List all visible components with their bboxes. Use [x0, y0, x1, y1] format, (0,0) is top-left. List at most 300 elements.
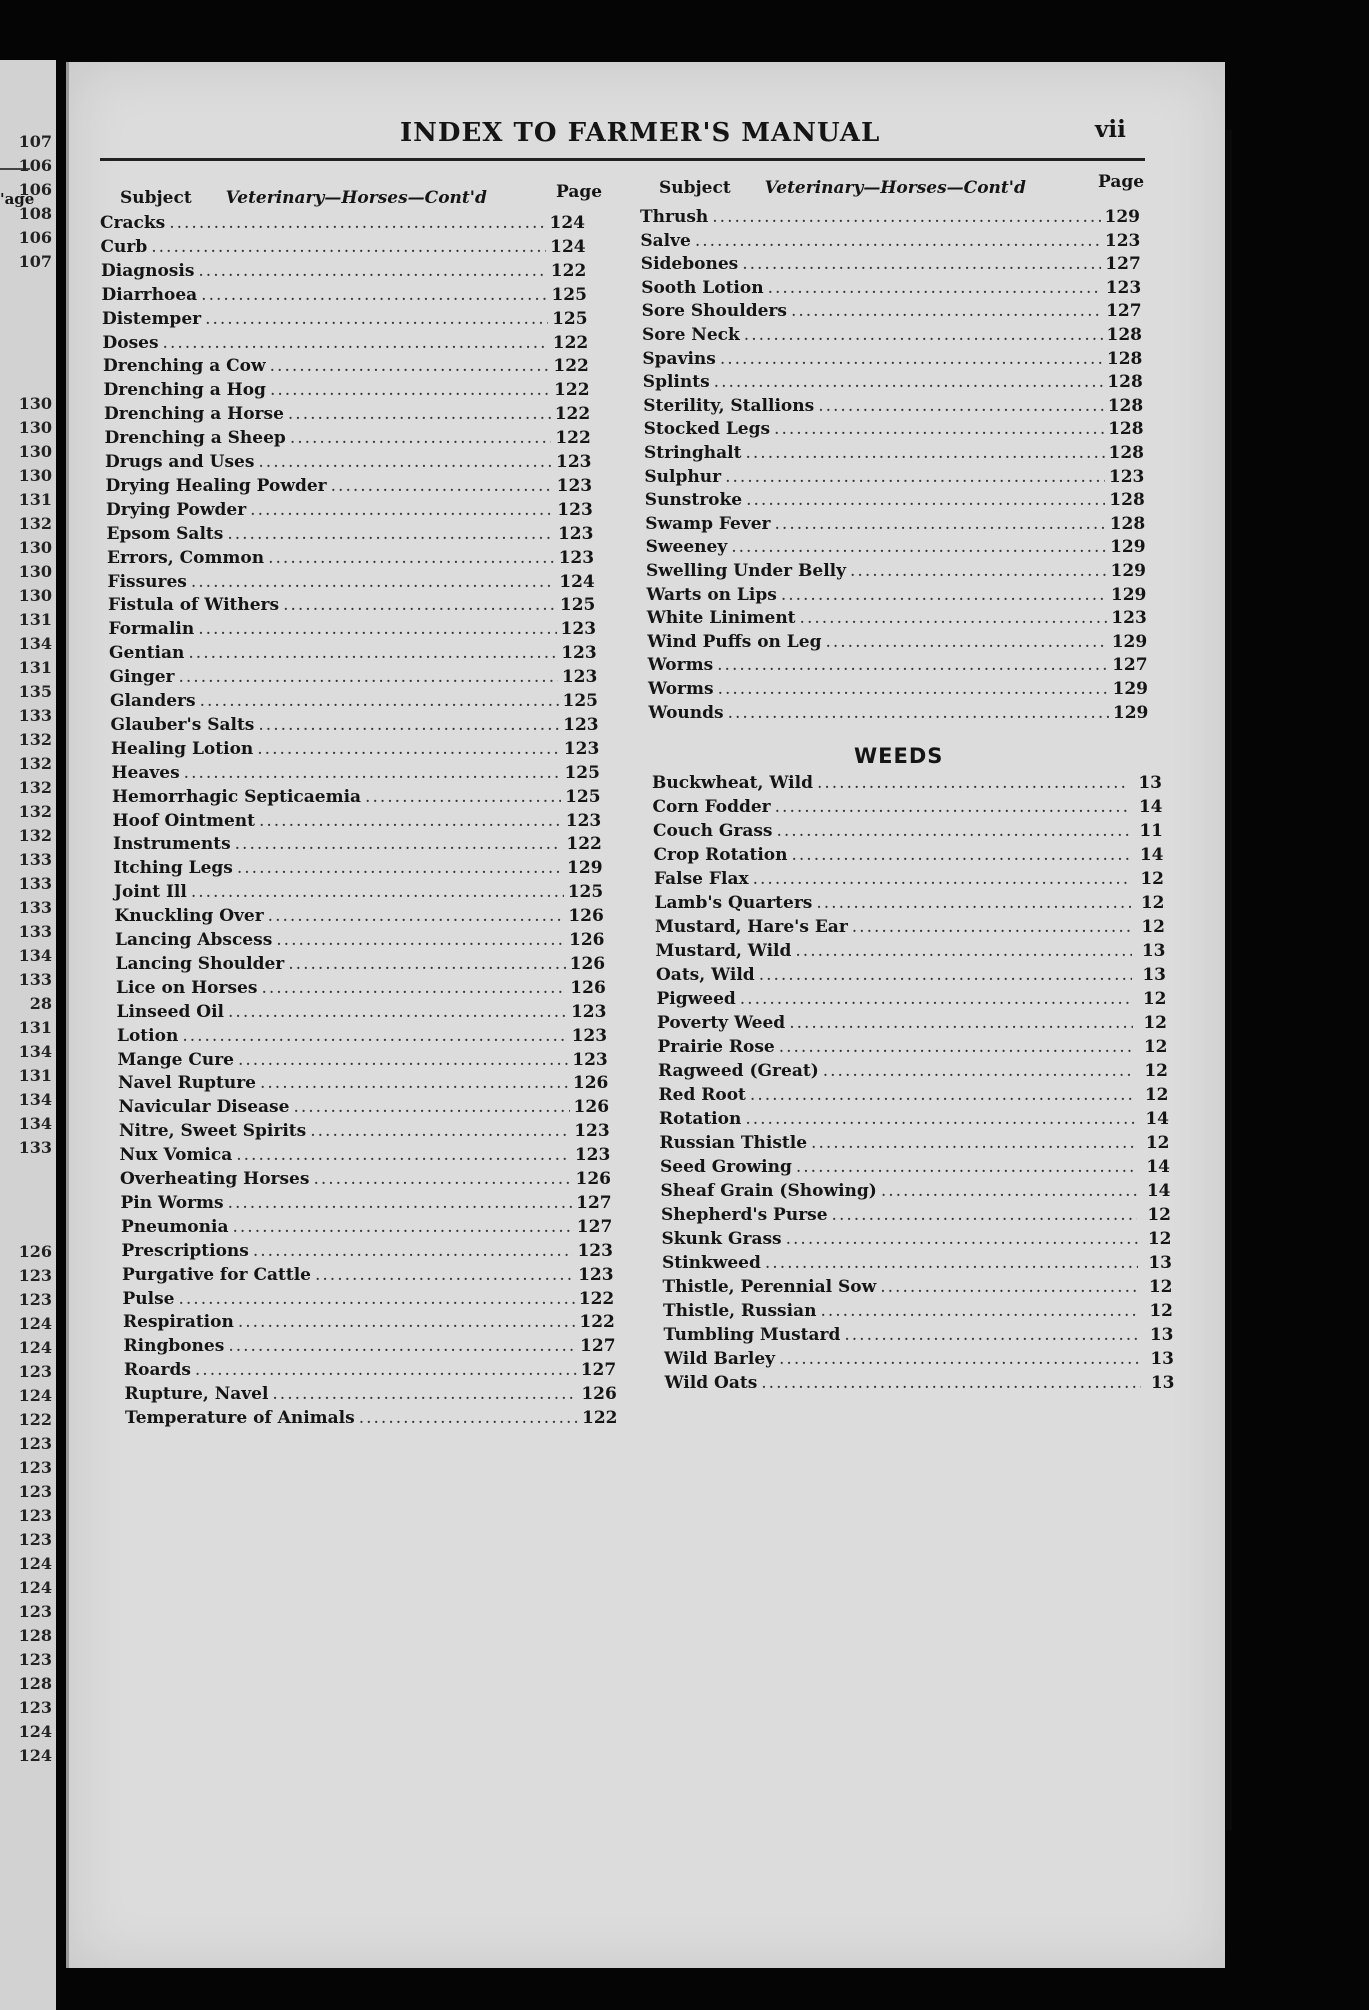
- entry-subject: Gentian: [109, 643, 185, 664]
- page-number: vii: [1095, 116, 1126, 143]
- previous-page-number: 134: [18, 946, 52, 965]
- entry-subject: Purgative for Cattle: [122, 1264, 311, 1285]
- previous-page-number: 135: [18, 682, 52, 701]
- entry-subject: Temperature of Animals: [125, 1408, 355, 1428]
- right-page-label: Page: [1098, 172, 1145, 192]
- previous-page-number: 106: [18, 228, 52, 247]
- entry-subject: Hoof Ointment: [112, 810, 255, 831]
- dot-leader: [261, 977, 566, 999]
- index-entry: [115, 905, 604, 927]
- entry-subject: Thistle, Russian: [663, 1301, 817, 1321]
- dot-leader: [179, 666, 558, 688]
- entry-page-number: 12: [1147, 1205, 1171, 1225]
- dot-leader: [775, 796, 1129, 818]
- index-entry: [106, 475, 593, 497]
- entry-subject: Swamp Fever: [645, 513, 771, 534]
- entry-page-number: 123: [1108, 466, 1145, 487]
- entry-page-number: 12: [1148, 1277, 1173, 1297]
- dot-leader: [844, 1324, 1139, 1346]
- previous-page-number: 128: [18, 1626, 52, 1645]
- entry-page-number: 12: [1144, 1085, 1169, 1105]
- index-entry: [665, 1372, 1175, 1394]
- index-entry: [664, 1348, 1174, 1370]
- entry-subject: Curb: [100, 236, 148, 257]
- entry-subject: Sunstroke: [644, 490, 743, 511]
- entry-subject: Spavins: [642, 348, 716, 369]
- previous-page-number: 130: [18, 538, 52, 557]
- dot-leader: [777, 820, 1130, 842]
- index-entry: [656, 964, 1166, 986]
- entry-subject: Thrush: [640, 207, 709, 227]
- previous-page-number: 107: [18, 132, 52, 151]
- entry-page-number: 124: [549, 213, 585, 233]
- dot-leader: [191, 881, 564, 903]
- previous-page-number: 130: [18, 562, 52, 581]
- entry-subject: Warts on Lips: [646, 584, 777, 605]
- entry-page-number: 123: [577, 1240, 613, 1261]
- entry-page-number: 123: [556, 475, 593, 496]
- entry-subject: Instruments: [113, 834, 231, 855]
- entry-page-number: 128: [1106, 325, 1142, 345]
- dot-leader: [272, 1383, 577, 1405]
- entry-subject: Prescriptions: [121, 1240, 249, 1261]
- index-entry: [108, 571, 595, 593]
- entry-page-number: 125: [559, 595, 596, 616]
- entry-subject: Doses: [102, 332, 159, 353]
- entry-page-number: 123: [574, 1145, 611, 1166]
- entry-page-number: 122: [553, 356, 589, 377]
- dot-leader: [786, 1228, 1138, 1250]
- index-entry: [661, 1204, 1171, 1226]
- entry-page-number: 14: [1138, 797, 1163, 817]
- entry-subject: Nux Vomica: [119, 1145, 233, 1166]
- dot-leader: [313, 1168, 571, 1190]
- index-entry: [113, 833, 602, 855]
- dot-leader: [817, 772, 1128, 794]
- entry-page-number: 14: [1146, 1157, 1170, 1177]
- entry-subject: Sweeney: [645, 537, 728, 558]
- entry-page-number: 128: [1106, 348, 1143, 369]
- index-entry: [657, 1012, 1167, 1034]
- entry-page-number: 123: [574, 1121, 610, 1142]
- dot-leader: [832, 1204, 1137, 1226]
- entry-subject: Drying Powder: [106, 499, 247, 520]
- index-entry: [663, 1300, 1173, 1322]
- index-entry: [647, 631, 1147, 653]
- index-entry: [662, 1252, 1172, 1274]
- previous-page-number: 128: [18, 1674, 52, 1693]
- index-entry: [658, 1060, 1168, 1082]
- entry-subject: Linseed Oil: [116, 1001, 225, 1022]
- index-entry: [107, 523, 594, 545]
- previous-page-number: 123: [18, 1602, 52, 1621]
- entry-subject: Red Root: [658, 1085, 746, 1105]
- entry-subject: Corn Fodder: [652, 797, 771, 817]
- dot-leader: [236, 1144, 571, 1166]
- entry-subject: Drenching a Cow: [103, 356, 266, 377]
- entry-page-number: 129: [1110, 561, 1146, 581]
- entry-page-number: 127: [1106, 301, 1142, 322]
- entry-subject: Worms: [647, 655, 714, 676]
- dot-leader: [228, 1335, 576, 1357]
- entry-subject: Sore Neck: [642, 325, 740, 345]
- previous-page-strip: [0, 60, 56, 2010]
- index-entry: [646, 560, 1146, 582]
- index-entry: [121, 1192, 612, 1214]
- entry-page-number: 13: [1142, 965, 1166, 985]
- dot-leader: [257, 738, 560, 760]
- index-entry: [657, 988, 1167, 1010]
- entry-page-number: 128: [1108, 419, 1144, 440]
- previous-page-number: 123: [18, 1362, 52, 1381]
- entry-page-number: 125: [551, 284, 587, 305]
- dot-leader: [717, 654, 1108, 676]
- index-entry: [640, 230, 1140, 252]
- entry-subject: Prairie Rose: [657, 1037, 775, 1057]
- right-subject-label: Subject: [659, 178, 731, 198]
- index-entry: [117, 1025, 607, 1047]
- index-entry: [654, 844, 1164, 866]
- index-entry: [116, 977, 606, 999]
- dot-leader: [268, 905, 565, 927]
- dot-leader: [228, 1192, 573, 1214]
- entry-page-number: 129: [1110, 584, 1147, 605]
- entry-subject: Itching Legs: [113, 858, 233, 879]
- entry-subject: Ginger: [109, 667, 175, 688]
- page-title: INDEX TO FARMER'S MANUAL: [400, 118, 881, 148]
- entry-page-number: 122: [552, 332, 589, 353]
- entry-subject: Thistle, Perennial Sow: [662, 1277, 877, 1297]
- entry-subject: Distemper: [102, 308, 202, 329]
- entry-page-number: 12: [1145, 1133, 1170, 1153]
- index-entry: [107, 547, 594, 569]
- entry-subject: Mustard, Wild: [655, 941, 792, 961]
- index-entry: [114, 857, 603, 879]
- index-entry: [125, 1407, 618, 1429]
- previous-page-number: 123: [18, 1458, 52, 1477]
- entry-subject: Diagnosis: [101, 260, 195, 281]
- entry-page-number: 124: [559, 571, 595, 592]
- entry-subject: Couch Grass: [653, 821, 773, 841]
- previous-page-number: 124: [18, 1722, 52, 1741]
- index-entry: [100, 212, 585, 234]
- index-entry: [122, 1240, 613, 1262]
- dot-leader: [811, 1132, 1135, 1154]
- index-entry: [642, 324, 1142, 346]
- dot-leader: [228, 1001, 567, 1023]
- index-entry: [641, 253, 1141, 275]
- dot-leader: [718, 678, 1109, 700]
- index-entry: [664, 1324, 1174, 1346]
- previous-page-number: 130: [18, 466, 52, 485]
- index-entry: [118, 1072, 608, 1094]
- entry-subject: Sooth Lotion: [641, 277, 764, 298]
- entry-subject: False Flax: [654, 869, 749, 889]
- previous-page-number: 28: [29, 994, 52, 1013]
- index-entry: [653, 796, 1163, 818]
- index-entry: [118, 1049, 608, 1071]
- previous-page-number: 124: [18, 1578, 52, 1597]
- entry-subject: Splints: [642, 372, 710, 393]
- entry-page-number: 123: [561, 667, 598, 688]
- entry-subject: Joint Ill: [114, 882, 187, 903]
- index-entry: [113, 810, 602, 832]
- dot-leader: [237, 857, 563, 879]
- dot-leader: [768, 277, 1102, 299]
- entry-subject: Respiration: [123, 1312, 234, 1333]
- index-entry: [660, 1132, 1170, 1154]
- index-entry: [645, 513, 1145, 535]
- entry-page-number: 126: [581, 1384, 617, 1405]
- dot-leader: [795, 940, 1131, 962]
- entry-subject: Ringbones: [123, 1336, 225, 1357]
- dot-leader: [825, 631, 1107, 653]
- previous-page-number: 132: [18, 802, 52, 821]
- entry-subject: Ragweed (Great): [658, 1061, 819, 1081]
- index-entry: [652, 772, 1162, 794]
- dot-leader: [850, 560, 1106, 582]
- entry-page-number: 126: [575, 1169, 611, 1189]
- entry-subject: Stinkweed: [662, 1253, 761, 1273]
- previous-page-number: 123: [18, 1266, 52, 1285]
- index-entry: [104, 379, 590, 401]
- index-entry: [662, 1228, 1172, 1250]
- index-entry: [655, 892, 1165, 914]
- dot-leader: [791, 300, 1102, 322]
- index-entry: [648, 702, 1148, 724]
- dot-leader: [779, 1348, 1140, 1370]
- entry-page-number: 125: [564, 762, 600, 783]
- dot-leader: [789, 1012, 1133, 1034]
- entry-page-number: 123: [1105, 277, 1142, 298]
- entry-subject: Sheaf Grain (Showing): [660, 1181, 877, 1201]
- entry-page-number: 123: [572, 1049, 608, 1070]
- dot-leader: [852, 916, 1131, 938]
- previous-page-number: 133: [18, 706, 52, 725]
- entry-page-number: 13: [1148, 1253, 1172, 1273]
- previous-page-number: 130: [18, 442, 52, 461]
- entry-page-number: 128: [1107, 395, 1144, 416]
- previous-page-number: 133: [18, 898, 52, 917]
- index-entry: [105, 451, 592, 473]
- index-entry: [106, 499, 593, 521]
- index-entry: [124, 1359, 616, 1381]
- dot-leader: [258, 714, 559, 736]
- left-subject-label: Subject: [120, 188, 192, 208]
- index-entry: [658, 1036, 1168, 1058]
- index-entry: [108, 594, 595, 616]
- entry-page-number: 12: [1140, 869, 1164, 889]
- previous-page-number: 134: [18, 634, 52, 653]
- dot-leader: [290, 427, 552, 449]
- entry-page-number: 128: [1109, 490, 1145, 511]
- entry-page-number: 129: [1111, 631, 1148, 652]
- entry-page-number: 127: [580, 1336, 616, 1357]
- entry-subject: Buckwheat, Wild: [652, 773, 813, 793]
- entry-subject: Oats, Wild: [656, 965, 755, 985]
- index-entry: [660, 1156, 1170, 1178]
- previous-page-number: 133: [18, 874, 52, 893]
- dot-leader: [731, 536, 1106, 558]
- entry-subject: Skunk Grass: [661, 1229, 782, 1249]
- entry-page-number: 12: [1147, 1229, 1172, 1249]
- entry-page-number: 123: [571, 1025, 608, 1046]
- index-entry: [115, 929, 605, 951]
- dot-leader: [791, 844, 1129, 866]
- previous-page-number: 133: [18, 850, 52, 869]
- entry-subject: Wounds: [648, 702, 724, 723]
- dot-leader: [800, 607, 1108, 629]
- entry-page-number: 125: [562, 691, 598, 711]
- index-entry: [110, 666, 598, 688]
- entry-subject: Heaves: [111, 762, 180, 783]
- index-entry: [659, 1108, 1169, 1130]
- dot-leader: [742, 253, 1101, 275]
- entry-subject: Drugs and Uses: [105, 452, 255, 472]
- entry-page-number: 14: [1146, 1181, 1171, 1201]
- previous-page-number: 132: [18, 754, 52, 773]
- entry-subject: Drenching a Hog: [103, 380, 266, 401]
- entry-subject: Healing Lotion: [111, 738, 254, 759]
- previous-page-number: 123: [18, 1650, 52, 1669]
- entry-page-number: 122: [555, 428, 591, 449]
- dot-leader: [759, 964, 1132, 986]
- entry-subject: Worms: [648, 679, 714, 699]
- entry-subject: Lancing Shoulder: [115, 953, 285, 974]
- left-column-header: [120, 188, 487, 208]
- previous-page-number: 123: [18, 1506, 52, 1525]
- index-entry: [103, 355, 589, 377]
- dot-leader: [191, 571, 555, 593]
- index-entry: [647, 607, 1147, 629]
- dot-leader: [188, 642, 557, 664]
- dot-leader: [816, 892, 1130, 914]
- entry-subject: Tumbling Mustard: [663, 1325, 841, 1345]
- entry-page-number: 12: [1144, 1061, 1168, 1081]
- dot-leader: [200, 690, 559, 712]
- entry-page-number: 123: [557, 499, 593, 520]
- entry-subject: Glanders: [110, 691, 196, 711]
- entry-subject: Drenching a Horse: [104, 404, 284, 425]
- previous-page-number: 130: [18, 418, 52, 437]
- entry-subject: Lancing Abscess: [115, 930, 273, 950]
- entry-page-number: 11: [1139, 821, 1163, 841]
- entry-subject: Navicular Disease: [118, 1097, 290, 1118]
- entry-page-number: 129: [1112, 679, 1148, 699]
- index-entry: [648, 678, 1148, 700]
- index-entry: [663, 1276, 1173, 1298]
- entry-subject: Nitre, Sweet Spirits: [119, 1121, 307, 1142]
- entry-subject: Sidebones: [640, 254, 739, 275]
- previous-page-number: 124: [18, 1338, 52, 1357]
- previous-page-number: 130: [18, 586, 52, 605]
- entry-page-number: 12: [1143, 1037, 1168, 1057]
- entry-page-number: 13: [1138, 773, 1162, 793]
- weeds-heading: WEEDS: [854, 744, 944, 768]
- dot-leader: [253, 1240, 574, 1262]
- index-entry: [110, 690, 598, 712]
- index-entry: [124, 1335, 616, 1357]
- dot-leader: [270, 379, 550, 401]
- index-entry: [641, 277, 1141, 299]
- previous-page-number: 123: [18, 1530, 52, 1549]
- entry-subject: Pin Worms: [120, 1192, 224, 1213]
- previous-page-number: 134: [18, 1042, 52, 1061]
- index-entry: [103, 332, 589, 354]
- index-entry: [661, 1180, 1171, 1202]
- entry-page-number: 122: [554, 380, 590, 401]
- previous-page-number: 134: [18, 1114, 52, 1133]
- previous-page-number: 132: [18, 778, 52, 797]
- dot-leader: [258, 451, 552, 473]
- dot-leader: [774, 418, 1104, 440]
- index-entry: [645, 489, 1145, 511]
- dot-leader: [151, 236, 546, 258]
- index-entry: [123, 1311, 615, 1333]
- previous-page-number: 130: [18, 394, 52, 413]
- entry-subject: Wild Oats: [664, 1373, 758, 1393]
- index-entry: [643, 395, 1143, 417]
- index-entry: [659, 1084, 1169, 1106]
- entry-page-number: 125: [565, 786, 601, 807]
- dot-leader: [331, 475, 553, 497]
- entry-subject: Pneumonia: [121, 1216, 229, 1237]
- index-entry: [120, 1144, 611, 1166]
- index-entry: [644, 442, 1144, 464]
- entry-page-number: 127: [1105, 254, 1141, 275]
- entry-page-number: 123: [563, 738, 600, 759]
- index-entry: [125, 1383, 617, 1405]
- index-entry: [116, 953, 606, 975]
- index-entry: [656, 940, 1166, 962]
- previous-page-number: 133: [18, 1138, 52, 1157]
- dot-leader: [779, 1036, 1134, 1058]
- dot-leader: [880, 1276, 1138, 1298]
- previous-page-number: 107: [18, 252, 52, 271]
- entry-page-number: 13: [1149, 1325, 1174, 1345]
- entry-subject: Crop Rotation: [653, 845, 788, 865]
- dot-leader: [761, 1372, 1140, 1394]
- index-entry: [644, 418, 1144, 440]
- dot-leader: [775, 513, 1106, 535]
- entry-page-number: 125: [567, 882, 604, 903]
- entry-subject: Swelling Under Belly: [646, 561, 847, 581]
- index-entry: [102, 308, 588, 330]
- dot-leader: [195, 1359, 577, 1381]
- previous-page-number: 123: [18, 1434, 52, 1453]
- previous-page-number: 106: [18, 180, 52, 199]
- entry-page-number: 123: [565, 810, 602, 831]
- entry-page-number: 126: [568, 906, 604, 927]
- entry-subject: Salve: [640, 230, 691, 251]
- previous-page-number: 123: [18, 1482, 52, 1501]
- previous-page-number: 131: [18, 490, 52, 509]
- index-entry: [123, 1288, 615, 1310]
- entry-page-number: 126: [570, 977, 606, 998]
- dot-leader: [823, 1060, 1134, 1082]
- left-page-label: Page: [556, 182, 603, 202]
- index-entry: [648, 654, 1148, 676]
- entry-page-number: 122: [554, 404, 591, 425]
- dot-leader: [359, 1407, 578, 1429]
- dot-leader: [818, 395, 1103, 417]
- index-entry: [117, 1001, 607, 1023]
- dot-leader: [205, 308, 548, 330]
- entry-subject: Knuckling Over: [114, 906, 264, 927]
- index-entry: [119, 1120, 610, 1142]
- dot-leader: [283, 594, 556, 616]
- dot-leader: [714, 371, 1104, 393]
